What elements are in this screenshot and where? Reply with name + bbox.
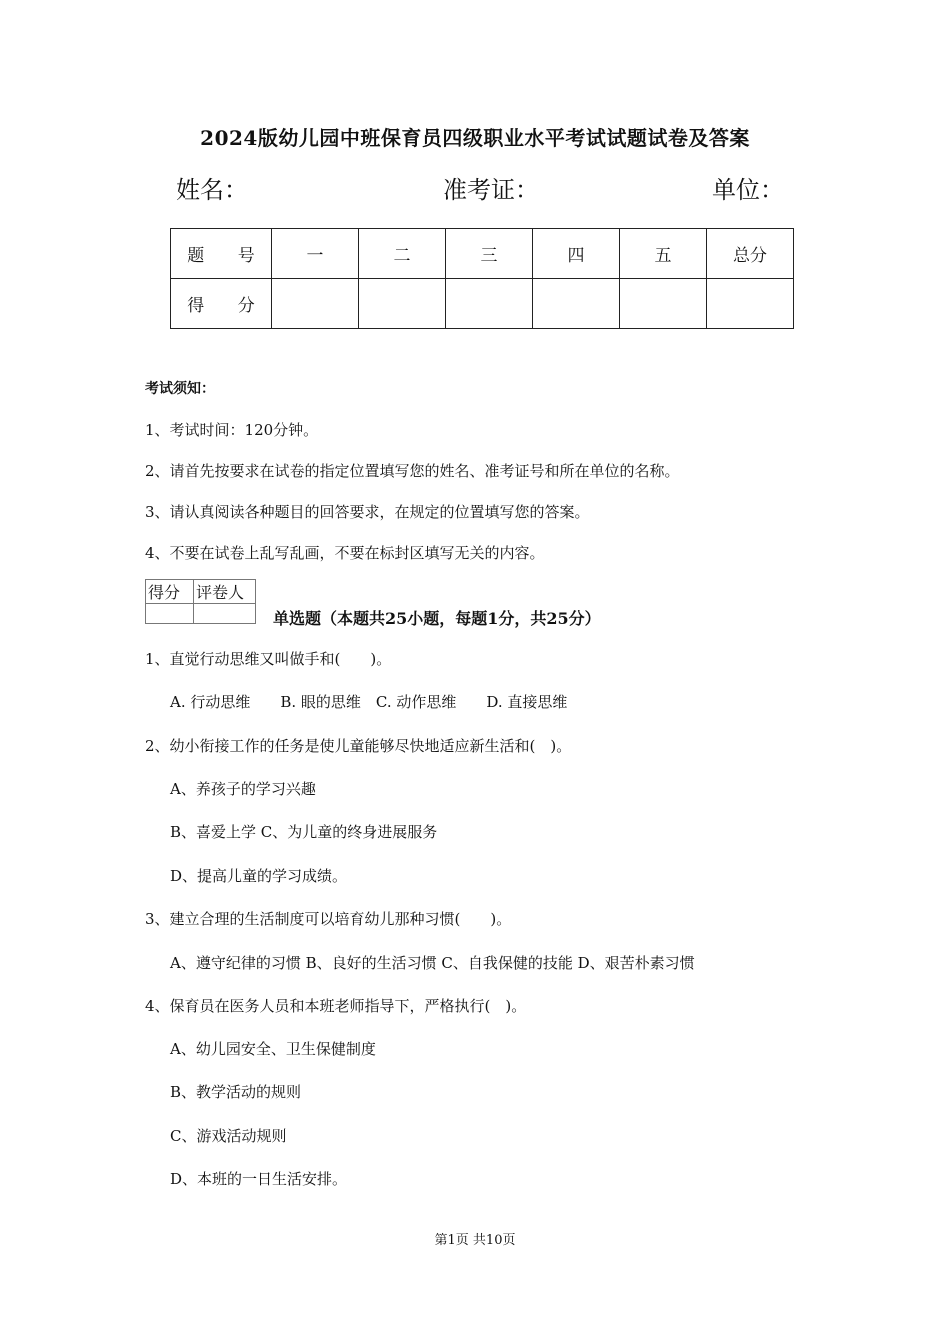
question-option: C、游戏活动规则 xyxy=(170,1127,287,1145)
question-option: B、教学活动的规则 xyxy=(170,1083,302,1101)
score-cell[interactable] xyxy=(533,279,620,329)
unit-field-label: 单位： xyxy=(712,176,784,204)
score-cell[interactable] xyxy=(707,279,794,329)
score-cell[interactable] xyxy=(359,279,446,329)
page-footer: 第1页 共10页 xyxy=(434,1233,516,1248)
name-field-label: 姓名： xyxy=(176,176,248,204)
question-stem: 2、幼小衔接工作的任务是使儿童能够尽快地适应新生活和( )。 xyxy=(145,737,572,755)
score-table-col-5: 五 xyxy=(620,229,707,279)
notice-item: 3、请认真阅读各种题目的回答要求，在规定的位置填写您的答案。 xyxy=(145,503,590,521)
score-table-col-total: 总分 xyxy=(707,229,794,279)
question-option: A、养孩子的学习兴趣 xyxy=(170,780,316,798)
grader-name-cell[interactable] xyxy=(194,604,256,624)
question-stem: 1、直觉行动思维又叫做手和( )。 xyxy=(145,650,392,668)
question-option: D、提高儿童的学习成绩。 xyxy=(170,867,348,885)
question-options: A. 行动思维 B. 眼的思维 C. 动作思维 D. 直接思维 xyxy=(170,693,568,711)
question-option: D、本班的一日生活安排。 xyxy=(170,1170,348,1188)
grader-score-cell[interactable] xyxy=(146,604,194,624)
grader-score-label: 得分 xyxy=(146,580,194,604)
score-cell[interactable] xyxy=(272,279,359,329)
score-table-score-label: 得 分 xyxy=(171,279,272,329)
score-table-score-row xyxy=(171,279,794,329)
score-cell[interactable] xyxy=(620,279,707,329)
section-title: 单选题（本题共25小题，每题1分，共25分） xyxy=(273,609,601,628)
score-table-header-row xyxy=(171,229,794,279)
notice-title: 考试须知： xyxy=(145,381,215,397)
question-options: A、遵守纪律的习惯 B、良好的生活习惯 C、自我保健的技能 D、艰苦朴素习惯 xyxy=(170,954,695,972)
question-option: B、喜爱上学 C、为儿童的终身进展服务 xyxy=(170,823,438,841)
score-table-col-4: 四 xyxy=(533,229,620,279)
grader-name-label: 评卷人 xyxy=(194,580,256,604)
document-title: 2024版幼儿园中班保育员四级职业水平考试试题试卷及答案 xyxy=(200,126,750,150)
score-table-col-3: 三 xyxy=(446,229,533,279)
exam-id-field-label: 准考证： xyxy=(443,176,539,204)
score-table-col-1: 一 xyxy=(272,229,359,279)
score-cell[interactable] xyxy=(446,279,533,329)
notice-item: 1、考试时间：120分钟。 xyxy=(145,421,319,439)
notice-item: 4、不要在试卷上乱写乱画，不要在标封区填写无关的内容。 xyxy=(145,544,545,562)
notice-item: 2、请首先按要求在试卷的指定位置填写您的姓名、准考证号和所在单位的名称。 xyxy=(145,462,680,480)
question-option: A、幼儿园安全、卫生保健制度 xyxy=(170,1040,376,1058)
score-table xyxy=(170,228,794,329)
grader-box xyxy=(145,579,256,624)
score-table-col-2: 二 xyxy=(359,229,446,279)
question-stem: 4、保育员在医务人员和本班老师指导下，严格执行( )。 xyxy=(145,997,527,1015)
question-stem: 3、建立合理的生活制度可以培育幼儿那种习惯( )。 xyxy=(145,910,512,928)
score-table-header-label: 题 号 xyxy=(171,229,272,279)
